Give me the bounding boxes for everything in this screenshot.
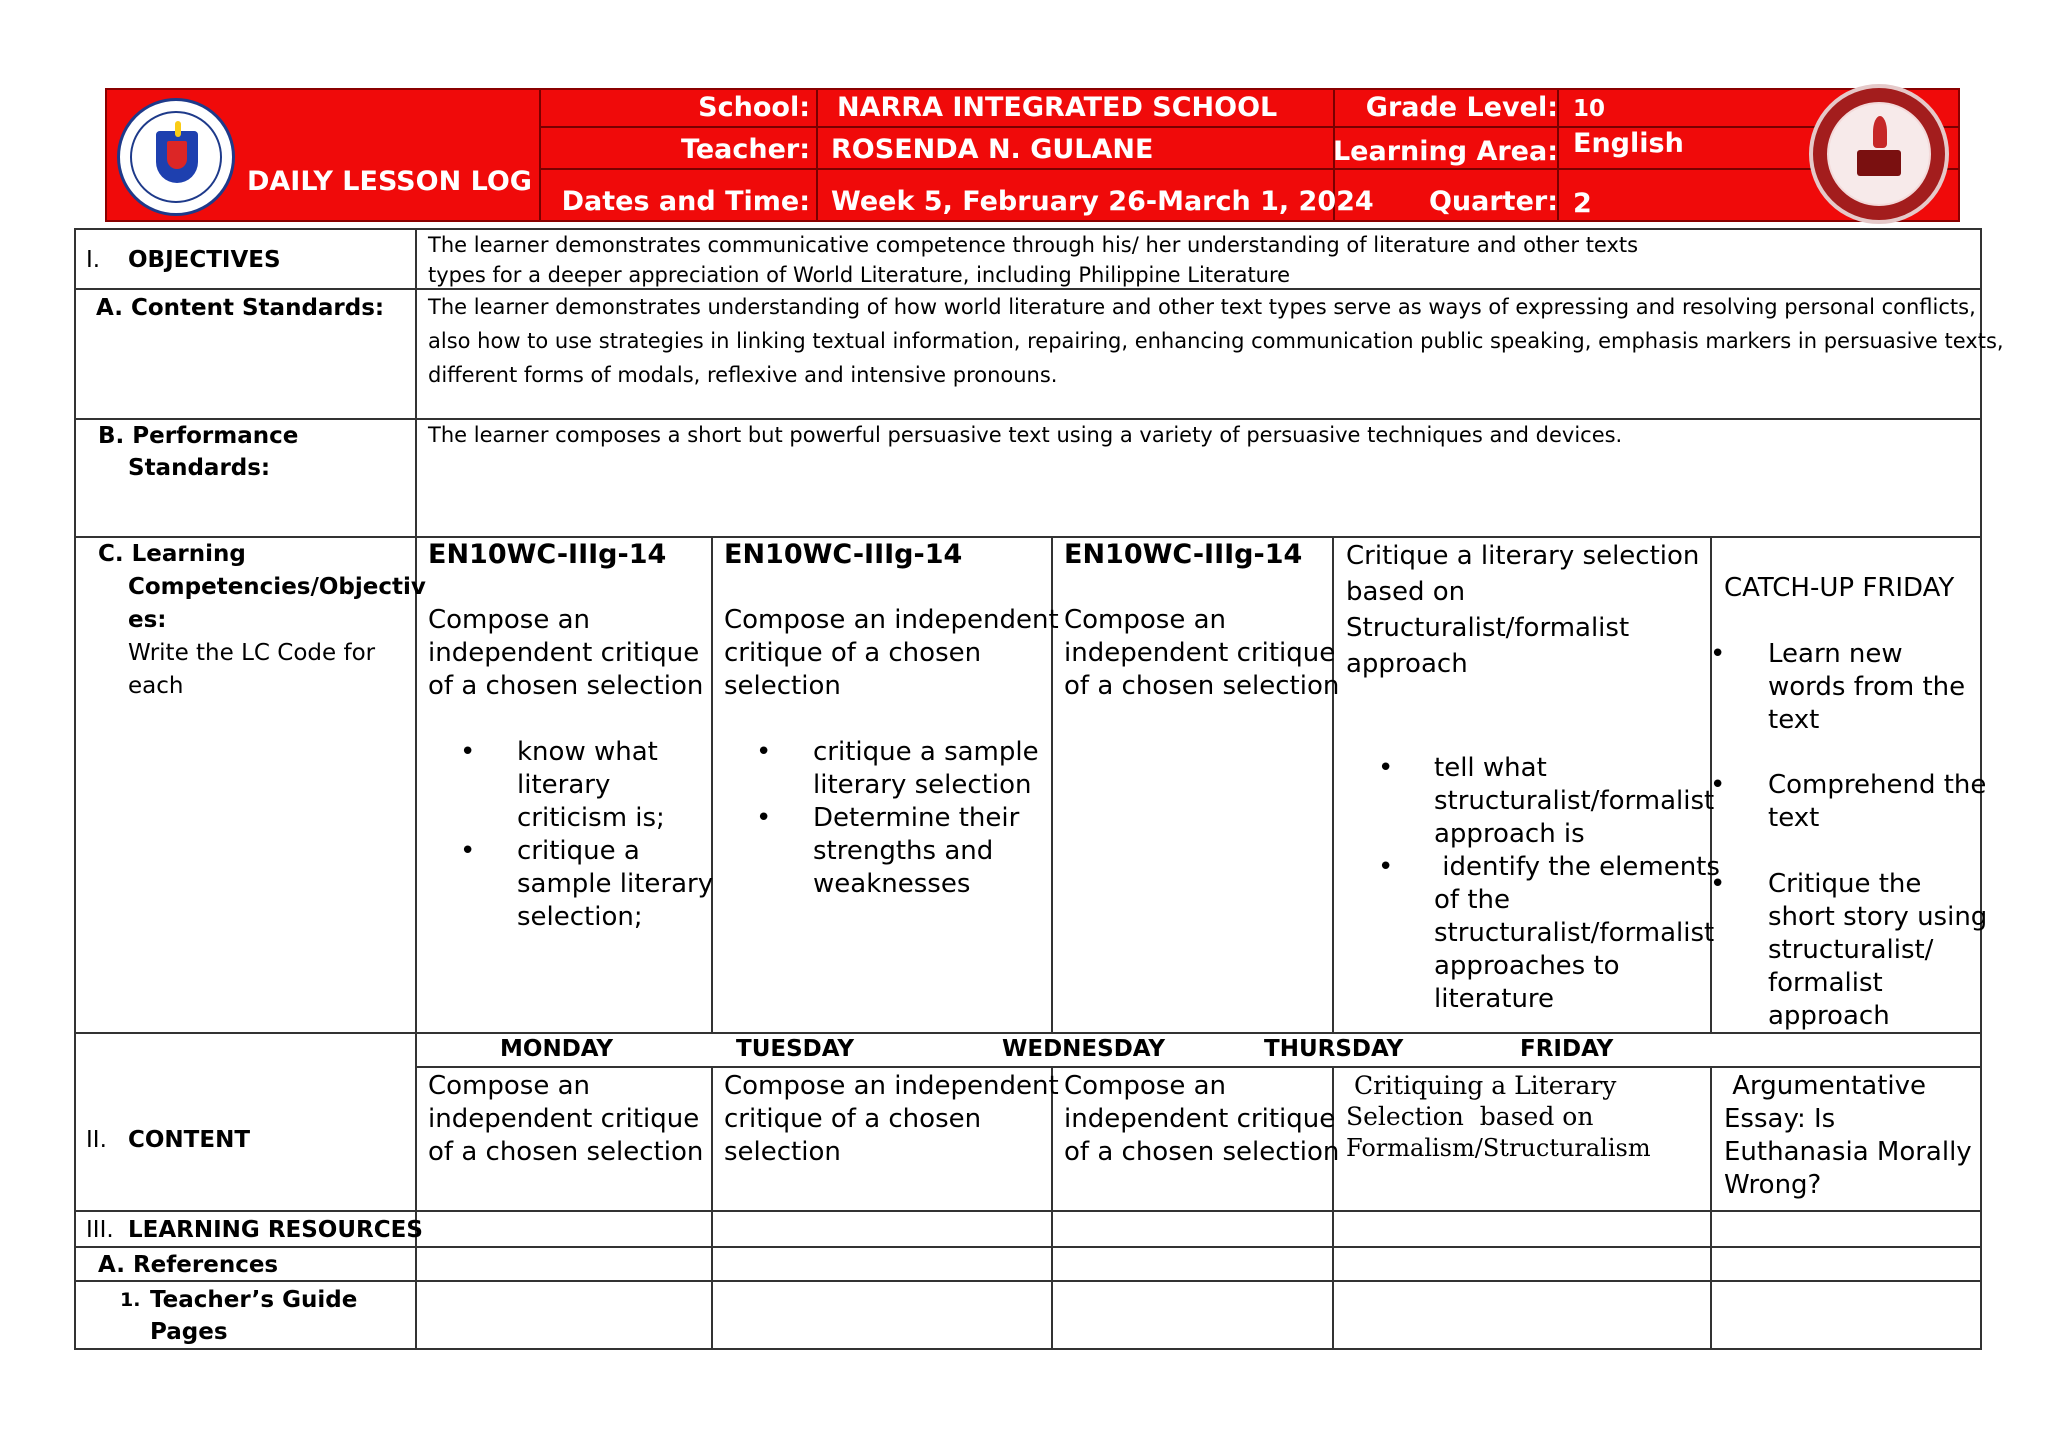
competencies-note-line1: Write the LC Code for	[128, 640, 376, 666]
teacher-value: ROSENDA N. GULANE	[831, 134, 1154, 165]
bullet-text: sample literary	[517, 869, 714, 899]
day-header-monday: MONDAY	[500, 1036, 614, 1062]
content-friday-line: Euthanasia Morally	[1724, 1137, 1972, 1167]
day-header-wednesday: WEDNESDAY	[1002, 1036, 1166, 1062]
bullet-icon: •	[1710, 869, 1726, 899]
competency-line: selection	[724, 671, 841, 701]
day-header-friday: FRIDAY	[1520, 1036, 1614, 1062]
content-monday-line: Compose an	[428, 1071, 591, 1101]
content-friday-line: Essay: Is	[1724, 1104, 1836, 1134]
school-value: NARRA INTEGRATED SCHOOL	[837, 92, 1278, 123]
document-title: DAILY LESSON LOG	[247, 166, 532, 197]
bullet-icon: •	[1710, 639, 1726, 669]
bullet-icon: •	[756, 737, 772, 767]
bullet-text: words from the	[1768, 672, 1966, 702]
bullet-text: Comprehend the	[1768, 770, 1987, 800]
bullet-text: formalist	[1768, 968, 1883, 998]
objectives-label: OBJECTIVES	[128, 247, 281, 273]
competency-line: approach	[1346, 649, 1468, 679]
school-seal-icon	[1809, 84, 1949, 224]
teachers-guide-number: 1.	[120, 1289, 141, 1311]
bullet-text: tell what	[1434, 753, 1547, 783]
bullet-text: of the	[1434, 885, 1510, 915]
content-wednesday-line: independent critique	[1064, 1104, 1336, 1134]
content-tuesday-line: Compose an independent	[724, 1071, 1059, 1101]
content-tuesday-line: critique of a chosen	[724, 1104, 982, 1134]
deped-seal-icon	[117, 98, 235, 216]
competency-line: Critique a literary selection	[1346, 541, 1700, 571]
bullet-text: Critique the	[1768, 869, 1922, 899]
bullet-text: literary	[517, 770, 611, 800]
bullet-icon: •	[1378, 852, 1394, 882]
content-number: II.	[86, 1127, 107, 1153]
competency-line: of a chosen selection	[428, 671, 704, 701]
competencies-note-line2: each	[128, 673, 184, 699]
bullet-text: literary selection	[813, 770, 1032, 800]
bullet-icon: •	[460, 737, 476, 767]
content-friday-line: Argumentative	[1724, 1071, 1926, 1101]
performance-standards-text: The learner composes a short but powerful persuasive text using a variety of persuasive techniques and devices.	[428, 423, 1623, 447]
dates-label: Dates and Time:	[561, 186, 810, 217]
competency-line: Compose an independent	[724, 605, 1059, 635]
bullet-text: critique a	[517, 836, 640, 866]
resources-number: III.	[86, 1217, 114, 1243]
bullet-text: Determine their	[813, 803, 1020, 833]
bullet-text: strengths and	[813, 836, 994, 866]
lc-code: EN10WC-IIIg-14	[1064, 539, 1303, 570]
lc-code: EN10WC-IIIg-14	[428, 539, 667, 570]
bullet-icon: •	[460, 836, 476, 866]
content-monday-line: independent critique	[428, 1104, 700, 1134]
bullet-text: structuralist/formalist	[1434, 918, 1715, 948]
bullet-text: critique a sample	[813, 737, 1039, 767]
objectives-number: I.	[86, 247, 101, 273]
content-thursday-line: Critiquing a Literary	[1346, 1071, 1617, 1100]
quarter-value: 2	[1573, 188, 1592, 219]
quarter-label: Quarter:	[1428, 186, 1558, 217]
catch-up-friday-title: CATCH-UP FRIDAY	[1724, 573, 1955, 603]
bullet-text: approach	[1768, 1001, 1890, 1031]
bullet-text: selection;	[517, 902, 643, 932]
performance-standards-label-line2: Standards:	[128, 455, 271, 481]
day-header-thursday: THURSDAY	[1264, 1036, 1404, 1062]
objectives-text-line1: The learner demonstrates communicative competence through his/ her understanding of literature and other texts	[428, 233, 1639, 257]
competency-line: based on	[1346, 577, 1466, 607]
resources-label: LEARNING RESOURCES	[128, 1217, 423, 1243]
bullet-text: identify the elements	[1434, 852, 1720, 882]
school-label: School:	[698, 92, 810, 123]
bullet-text: text	[1768, 705, 1820, 735]
content-wednesday-line: Compose an	[1064, 1071, 1227, 1101]
bullet-text: structuralist/	[1768, 935, 1934, 965]
teacher-label: Teacher:	[680, 134, 810, 165]
bullet-text: approach is	[1434, 819, 1585, 849]
lc-code: EN10WC-IIIg-14	[724, 539, 963, 570]
competency-line: independent critique	[428, 638, 700, 668]
content-thursday-line: Selection based on	[1346, 1102, 1594, 1131]
objectives-text-line2: types for a deeper appreciation of World Literature, including Philippine Literature	[428, 263, 1291, 287]
grade-level-label: Grade Level:	[1365, 92, 1558, 123]
teachers-guide-label-line1: Teacher’s Guide	[150, 1287, 358, 1313]
content-standards-line1: The learner demonstrates understanding of how world literature and other text types serve as ways of expressing and resolving personal conflicts,	[428, 295, 1976, 319]
bullet-text: structuralist/formalist	[1434, 786, 1715, 816]
bullet-icon: •	[1378, 753, 1394, 783]
content-monday-line: of a chosen selection	[428, 1137, 704, 1167]
teachers-guide-label-line2: Pages	[150, 1319, 228, 1345]
competency-line: Structuralist/formalist	[1346, 613, 1630, 643]
learning-area-value: English	[1573, 128, 1684, 159]
day-header-tuesday: TUESDAY	[736, 1036, 854, 1062]
content-wednesday-line: of a chosen selection	[1064, 1137, 1340, 1167]
bullet-text: know what	[517, 737, 658, 767]
competencies-label-line3: es:	[128, 607, 167, 633]
bullet-text: literature	[1434, 984, 1555, 1014]
competencies-label-line2: Competencies/Objectiv	[128, 574, 426, 600]
bullet-icon: •	[1710, 770, 1726, 800]
bullet-text: criticism is;	[517, 803, 665, 833]
references-label: A. References	[98, 1252, 279, 1278]
bullet-text: short story using	[1768, 902, 1988, 932]
dates-value: Week 5, February 26-March 1, 2024	[831, 186, 1374, 217]
bullet-text: approaches to	[1434, 951, 1620, 981]
competency-line: of a chosen selection	[1064, 671, 1340, 701]
competency-line: Compose an	[428, 605, 591, 635]
performance-standards-label-line1: B. Performance	[98, 423, 299, 449]
competency-line: Compose an	[1064, 605, 1227, 635]
learning-area-label: Learning Area:	[1332, 136, 1558, 167]
bullet-text: weaknesses	[813, 869, 971, 899]
bullet-text: Learn new	[1768, 639, 1903, 669]
content-friday-line: Wrong?	[1724, 1170, 1822, 1200]
bullet-icon: •	[756, 803, 772, 833]
content-standards-line2: also how to use strategies in linking textual information, repairing, enhancing communication public speaking, emphasis markers in persuasive texts,	[428, 329, 2004, 353]
content-standards-line3: different forms of modals, reflexive and intensive pronouns.	[428, 363, 1058, 387]
content-label: CONTENT	[128, 1127, 251, 1153]
header-banner	[105, 88, 1960, 222]
competencies-label-line1: C. Learning	[98, 541, 246, 567]
grade-level-value: 10	[1573, 96, 1606, 122]
bullet-text: text	[1768, 803, 1820, 833]
competency-line: independent critique	[1064, 638, 1336, 668]
content-standards-label: A. Content Standards:	[96, 295, 385, 321]
competency-line: critique of a chosen	[724, 638, 982, 668]
content-tuesday-line: selection	[724, 1137, 841, 1167]
content-thursday-line: Formalism/Structuralism	[1346, 1134, 1651, 1162]
